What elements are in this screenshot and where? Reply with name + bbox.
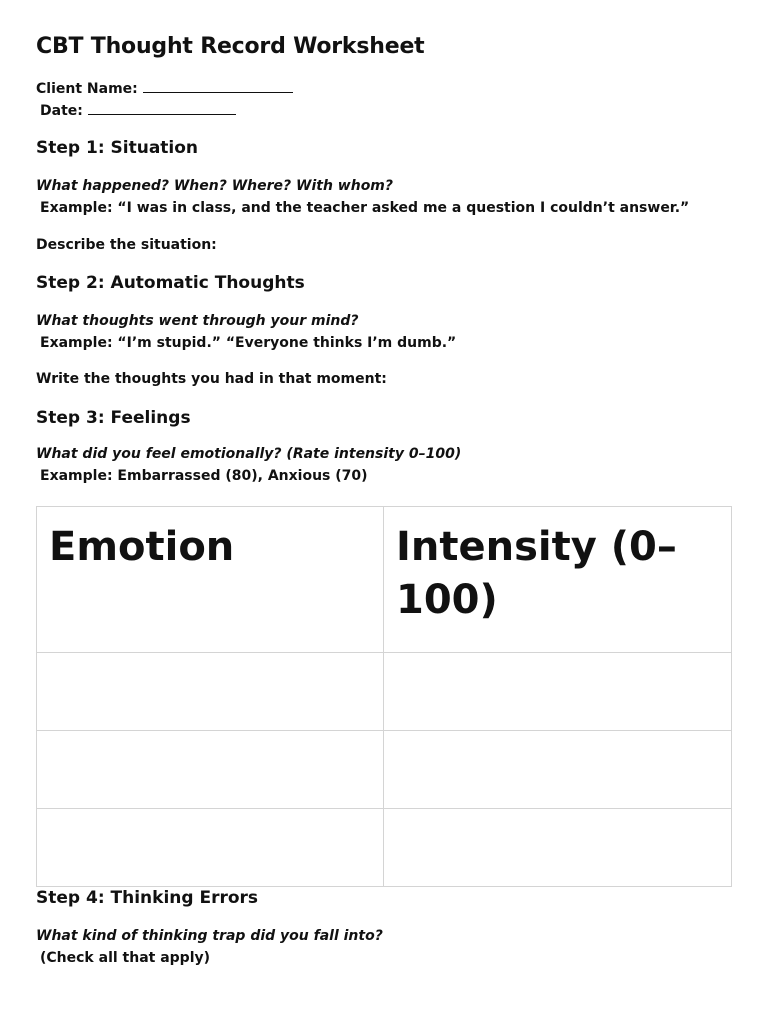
table-row bbox=[37, 653, 732, 731]
step1-heading: Step 1: Situation bbox=[36, 138, 199, 158]
date-blank[interactable] bbox=[88, 102, 236, 115]
emotion-cell[interactable] bbox=[37, 731, 384, 809]
step2-instruction: Write the thoughts you had in that moment: bbox=[36, 371, 387, 387]
intensity-column-header: Intensity (0–100) bbox=[384, 507, 732, 653]
step2-heading: Step 2: Automatic Thoughts bbox=[36, 273, 305, 293]
date-label: Date: bbox=[40, 103, 83, 119]
intensity-cell[interactable] bbox=[384, 809, 732, 887]
step3-example: Example: Embarrassed (80), Anxious (70) bbox=[40, 468, 368, 484]
emotion-column-header: Emotion bbox=[37, 507, 384, 653]
emotion-cell[interactable] bbox=[37, 653, 384, 731]
step1-example: Example: “I was in class, and the teacher asked me a question I couldn’t answer.” bbox=[40, 200, 690, 216]
table-row bbox=[37, 809, 732, 887]
step2-example: Example: “I’m stupid.” “Everyone thinks I’m dumb.” bbox=[40, 335, 457, 351]
client-name-row bbox=[36, 80, 293, 97]
step4-prompt: What kind of thinking trap did you fall into? bbox=[36, 928, 383, 944]
date-row bbox=[40, 102, 236, 119]
step3-prompt: What did you feel emotionally? (Rate intensity 0–100) bbox=[36, 446, 462, 462]
step1-instruction: Describe the situation: bbox=[36, 237, 217, 253]
step4-note: (Check all that apply) bbox=[40, 950, 211, 966]
client-name-blank[interactable] bbox=[143, 80, 293, 93]
step2-prompt: What thoughts went through your mind? bbox=[36, 313, 359, 329]
step3-heading: Step 3: Feelings bbox=[36, 408, 191, 428]
emotion-cell[interactable] bbox=[37, 809, 384, 887]
step1-prompt: What happened? When? Where? With whom? bbox=[36, 178, 394, 194]
client-name-label: Client Name: bbox=[36, 81, 138, 97]
intensity-cell[interactable] bbox=[384, 653, 732, 731]
worksheet-title: CBT Thought Record Worksheet bbox=[36, 34, 425, 59]
intensity-cell[interactable] bbox=[384, 731, 732, 809]
emotion-table bbox=[36, 506, 732, 887]
table-header-row bbox=[37, 507, 732, 653]
step4-heading: Step 4: Thinking Errors bbox=[36, 888, 259, 908]
table-row bbox=[37, 731, 732, 809]
